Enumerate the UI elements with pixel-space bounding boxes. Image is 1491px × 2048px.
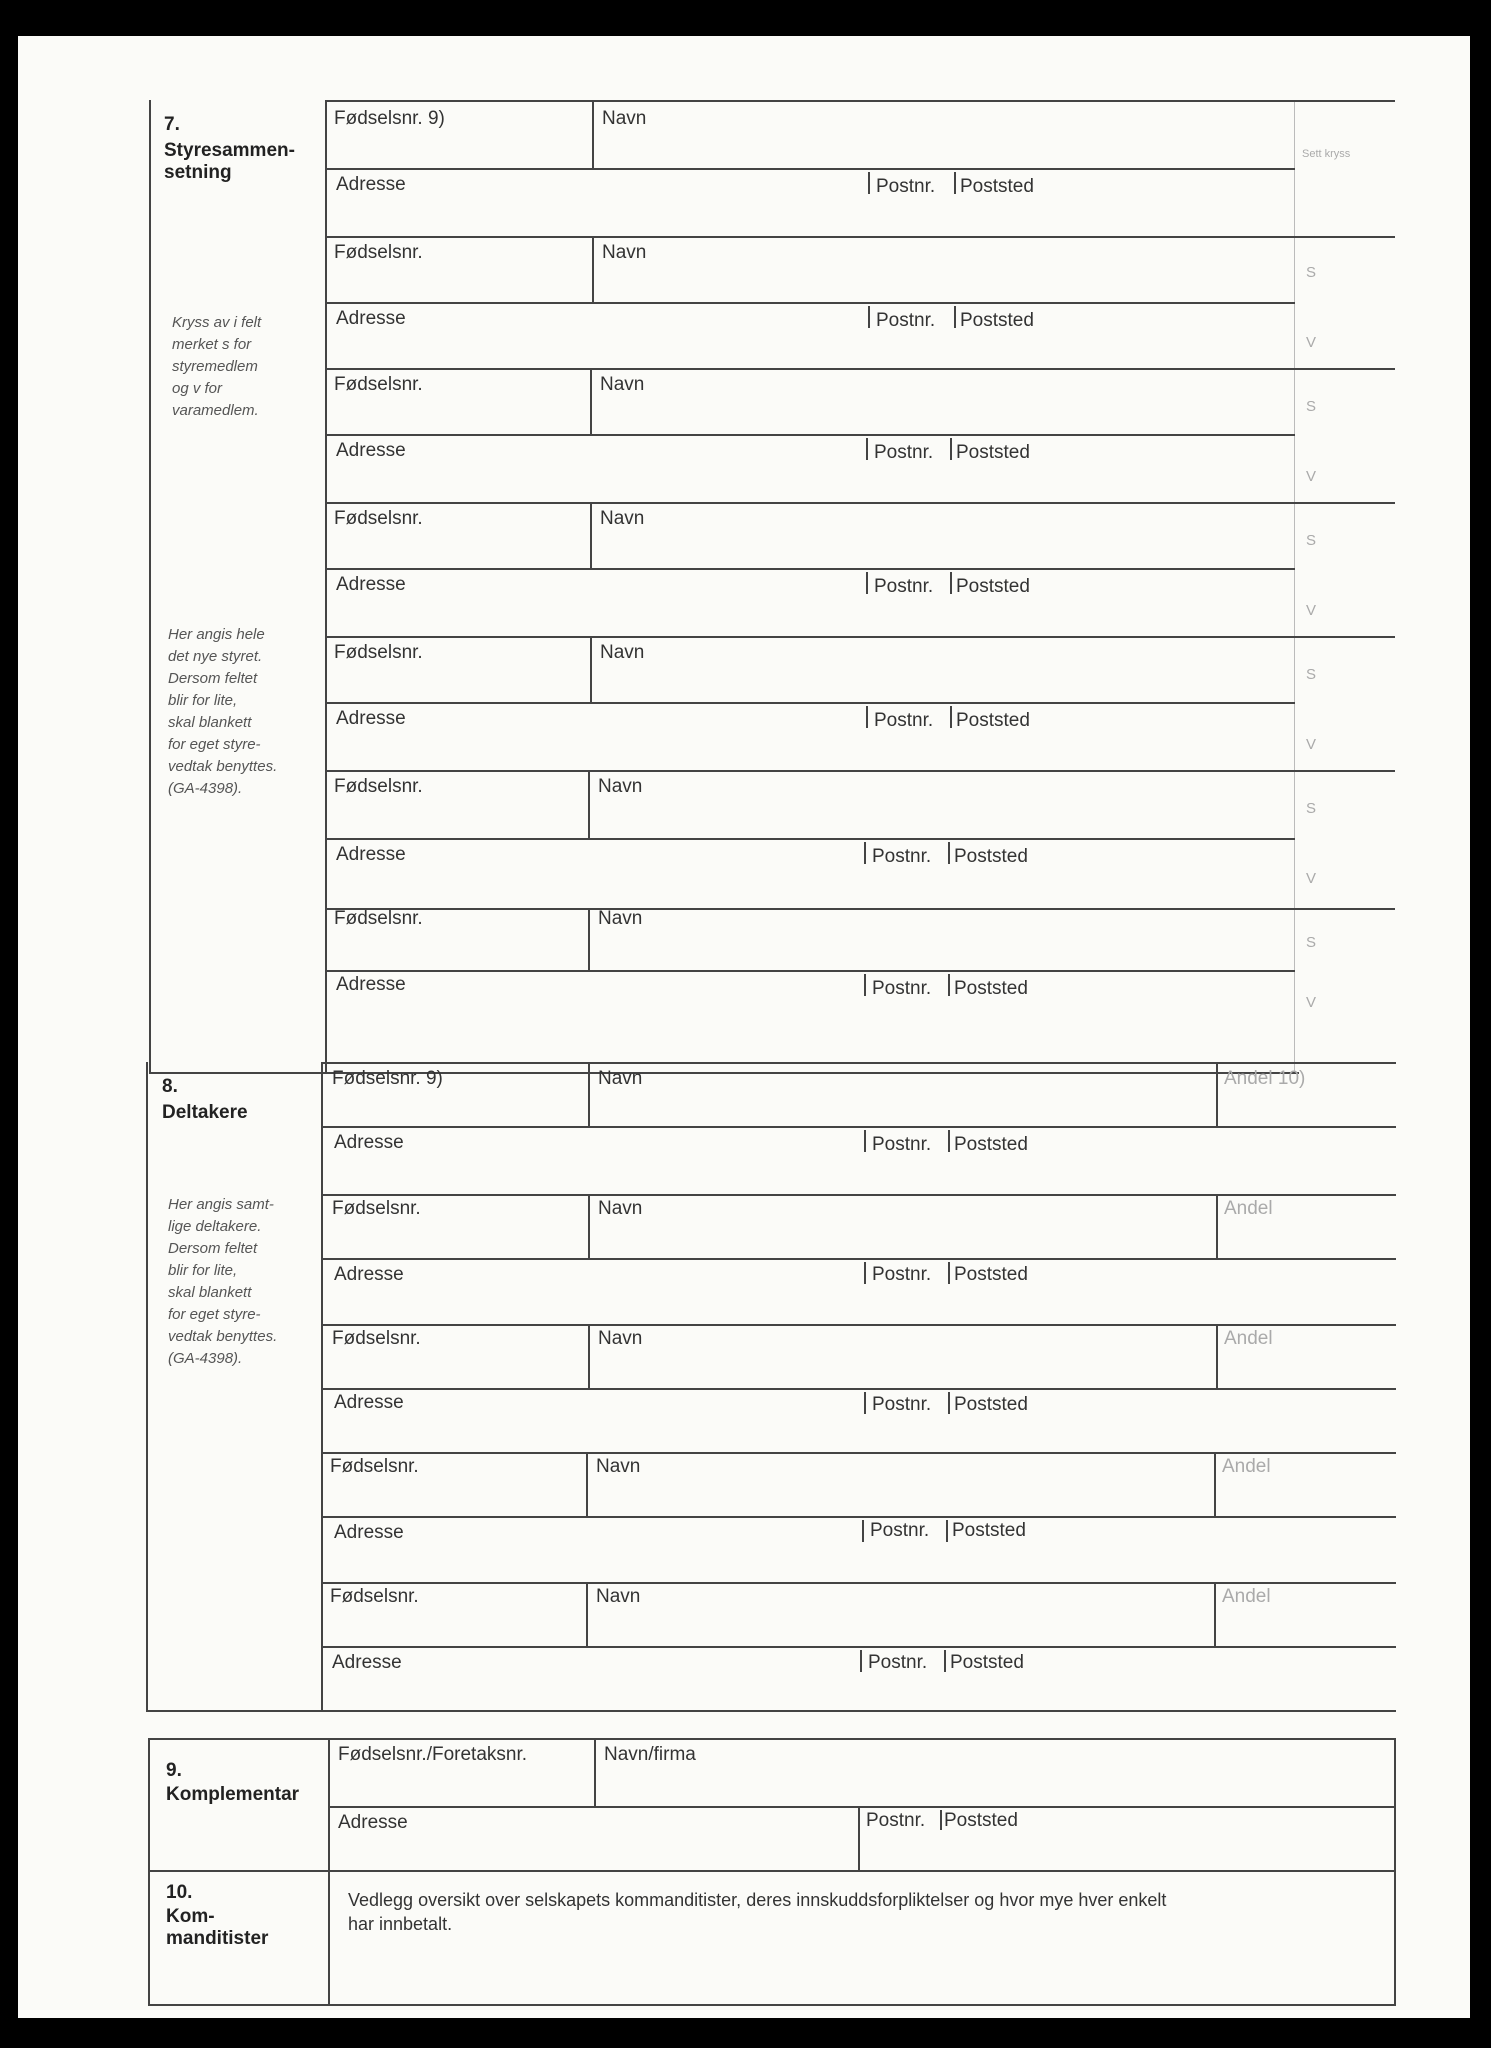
poststed-field[interactable]: Poststed [956,442,1030,463]
varamedlem-checkbox[interactable]: V [1306,468,1317,485]
section-7-note-checkbox: Kryss av i felt merket s for styremedlem og v for varamedlem. [172,314,262,419]
andel-field[interactable]: Andel 10) [1224,1068,1306,1089]
section-9-number: 9. [166,1760,182,1781]
poststed-field[interactable]: Poststed [954,1134,1028,1155]
navn-field[interactable]: Navn [602,242,647,263]
postnr-field[interactable]: Postnr. [872,1394,932,1415]
varamedlem-checkbox[interactable]: V [1306,736,1317,753]
section-7-note-board: Her angis hele det nye styret. Dersom feltet blir for lite, skal blankett for eget styre- vedtak benyttes. (GA-4398). [168,626,278,797]
adresse-field[interactable]: Adresse [336,974,406,995]
section-10-title-line2: manditister [166,1928,269,1949]
navn-field[interactable]: Navn [598,776,643,797]
poststed-field[interactable]: Poststed [954,978,1028,999]
navn-field[interactable]: Navn [596,1456,641,1477]
postnr-field[interactable]: Postnr. [874,442,934,463]
section-10-instructions: Vedlegg oversikt over selskapets kommanditister, deres innskuddsforpliktelser og hvor mye hver enkelt har innbetalt. [348,1890,1167,1934]
postnr-field[interactable]: Postnr. [870,1520,930,1541]
adresse-field[interactable]: Adresse [334,1132,404,1153]
fodselsnr-foretaksnr-field[interactable]: Fødselsnr./Foretaksnr. [338,1744,528,1765]
adresse-field[interactable]: Adresse [334,1392,404,1413]
adresse-field[interactable]: Adresse [334,1264,404,1285]
styremedlem-checkbox[interactable]: S [1306,934,1317,951]
poststed-field[interactable]: Poststed [950,1652,1024,1673]
postnr-field[interactable]: Postnr. [872,1264,932,1285]
adresse-field[interactable]: Adresse [336,708,406,729]
styremedlem-checkbox[interactable]: S [1306,666,1317,683]
adresse-field[interactable]: Adresse [334,1522,404,1543]
fodselsnr-field[interactable]: Fødselsnr. [334,642,423,663]
section-10-number: 10. [166,1882,193,1903]
adresse-field[interactable]: Adresse [336,574,406,595]
fodselsnr-field[interactable]: Fødselsnr. [334,242,423,263]
poststed-field[interactable]: Poststed [960,176,1034,197]
styremedlem-checkbox[interactable]: S [1306,532,1317,549]
poststed-field[interactable]: Poststed [954,846,1028,867]
styremedlem-checkbox[interactable]: S [1306,398,1317,415]
navn-field[interactable]: Navn [600,642,645,663]
section-7-col-header: Sett kryss [1302,148,1351,160]
varamedlem-checkbox[interactable]: V [1306,870,1317,887]
section-7-number: 7. [164,114,180,135]
adresse-field[interactable]: Adresse [336,844,406,865]
adresse-field[interactable]: Adresse [336,440,406,461]
poststed-field[interactable]: Poststed [960,310,1034,331]
section-9-title: Komplementar [166,1784,300,1805]
form-page [18,36,1470,2018]
fodselsnr-field[interactable]: Fødselsnr. 9) [334,108,445,129]
varamedlem-checkbox[interactable]: V [1306,334,1317,351]
poststed-field[interactable]: Poststed [944,1810,1018,1831]
navn-field[interactable]: Navn [600,374,645,395]
andel-field[interactable]: Andel [1222,1456,1271,1477]
postnr-field[interactable]: Postnr. [868,1652,928,1673]
andel-field[interactable]: Andel [1224,1328,1273,1349]
postnr-field[interactable]: Postnr. [872,1134,932,1155]
andel-field[interactable]: Andel [1224,1198,1273,1219]
fodselsnr-field[interactable]: Fødselsnr. [334,374,423,395]
section-7-title-line2: setning [164,162,232,183]
poststed-field[interactable]: Poststed [954,1264,1028,1285]
varamedlem-checkbox[interactable]: V [1306,602,1317,619]
postnr-field[interactable]: Postnr. [874,710,934,731]
navn-field[interactable]: Navn [598,908,643,929]
fodselsnr-field[interactable]: Fødselsnr. [334,776,423,797]
adresse-field[interactable]: Adresse [336,174,406,195]
fodselsnr-field[interactable]: Fødselsnr. [330,1456,419,1477]
postnr-field[interactable]: Postnr. [874,576,934,597]
fodselsnr-field[interactable]: Fødselsnr. [332,1328,421,1349]
poststed-field[interactable]: Poststed [956,710,1030,731]
navn-field[interactable]: Navn [598,1328,643,1349]
section-8-number: 8. [162,1076,178,1097]
section-10-title-line1: Kom- [166,1906,215,1927]
varamedlem-checkbox[interactable]: V [1306,994,1317,1011]
adresse-field[interactable]: Adresse [336,308,406,329]
poststed-field[interactable]: Poststed [954,1394,1028,1415]
adresse-field[interactable]: Adresse [338,1812,408,1833]
adresse-field[interactable]: Adresse [332,1652,402,1673]
styremedlem-checkbox[interactable]: S [1306,800,1317,817]
navn-field[interactable]: Navn [600,508,645,529]
postnr-field[interactable]: Postnr. [872,978,932,999]
poststed-field[interactable]: Poststed [952,1520,1026,1541]
fodselsnr-field[interactable]: Fødselsnr. [334,908,423,929]
fodselsnr-field[interactable]: Fødselsnr. 9) [332,1068,443,1089]
postnr-field[interactable]: Postnr. [872,846,932,867]
section-7-title-line1: Styresammen- [164,140,295,161]
fodselsnr-field[interactable]: Fødselsnr. [330,1586,419,1607]
navn-firma-field[interactable]: Navn/firma [604,1744,696,1765]
poststed-field[interactable]: Poststed [956,576,1030,597]
styremedlem-checkbox[interactable]: S [1306,264,1317,281]
section-8-title: Deltakere [162,1102,248,1123]
postnr-field[interactable]: Postnr. [876,176,936,197]
fodselsnr-field[interactable]: Fødselsnr. [332,1198,421,1219]
section-8-note: Her angis samt- lige deltakere. Dersom feltet blir for lite, skal blankett for eget styre- vedtak benyttes. (GA-4398). [168,1196,278,1367]
andel-field[interactable]: Andel [1222,1586,1271,1607]
postnr-field[interactable]: Postnr. [866,1810,926,1831]
navn-field[interactable]: Navn [602,108,647,129]
postnr-field[interactable]: Postnr. [876,310,936,331]
navn-field[interactable]: Navn [598,1068,643,1089]
fodselsnr-field[interactable]: Fødselsnr. [334,508,423,529]
navn-field[interactable]: Navn [596,1586,641,1607]
navn-field[interactable]: Navn [598,1198,643,1219]
